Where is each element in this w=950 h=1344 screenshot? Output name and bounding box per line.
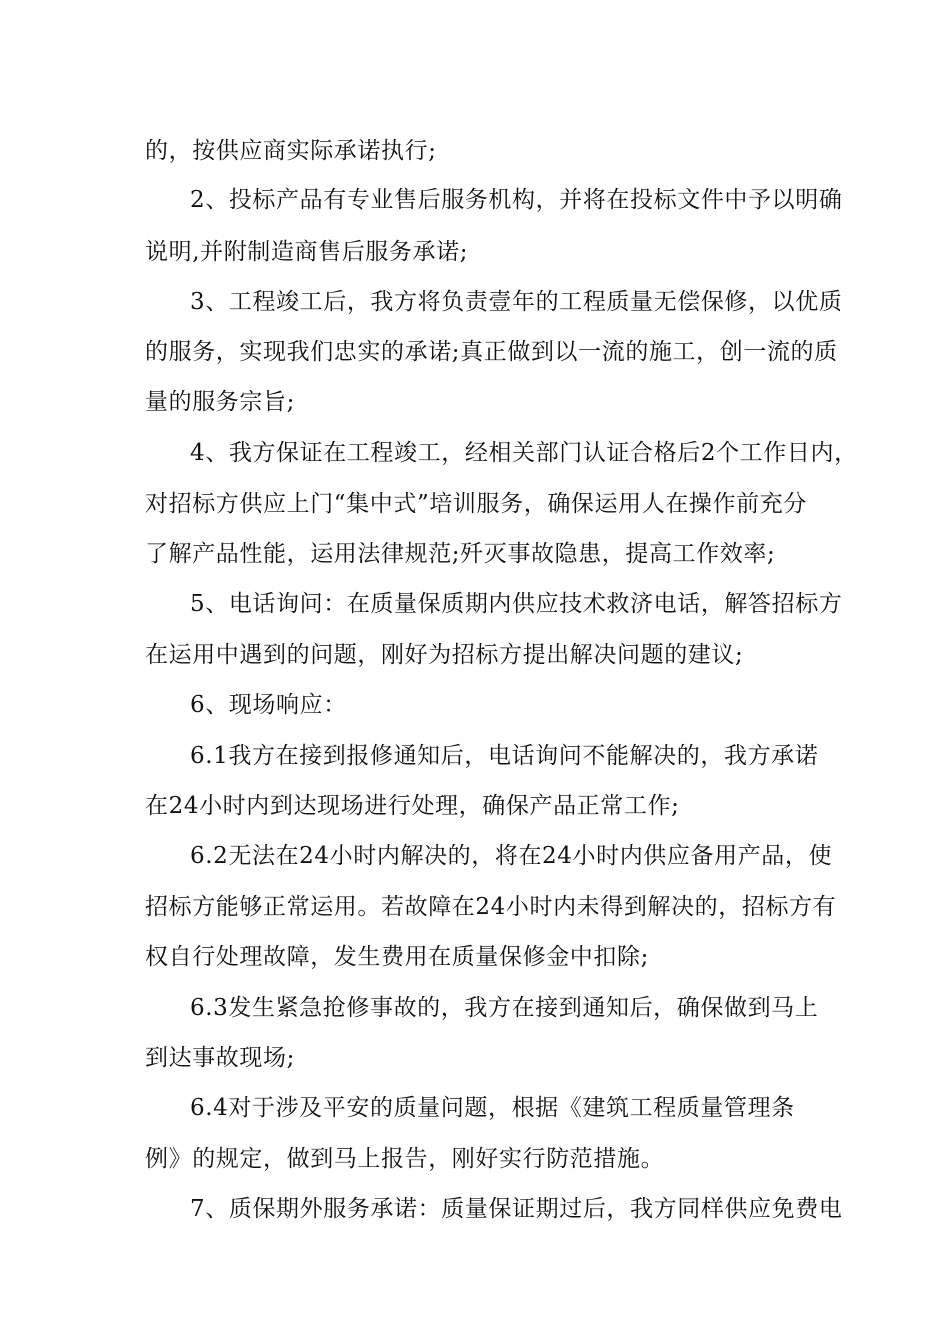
text-line: 说明,并附制造商售后服务承诺; — [145, 239, 469, 265]
text-line: 量的服务宗旨; — [145, 389, 295, 415]
text-line: 6.4对于涉及平安的质量问题，根据《建筑工程质量管理条 — [190, 1095, 795, 1121]
text-line: 2、投标产品有专业售后服务机构，并将在投标文件中予以明确 — [190, 187, 843, 213]
text-line: 了解产品性能，运用法律规范;歼灭事故隐患，提高工作效率; — [145, 541, 776, 567]
text-line: 在24小时内到达现场进行处理，确保产品正常工作; — [145, 793, 680, 819]
text-line: 招标方能够正常运用。若故障在24小时内未得到解决的，招标方有 — [145, 894, 837, 920]
text-line: 6.3发生紧急抢修事故的，我方在接到通知后，确保做到马上 — [190, 995, 819, 1021]
text-line: 6.1我方在接到报修通知后，电话询问不能解决的，我方承诺 — [190, 743, 819, 769]
text-line: 4、我方保证在工程竣工，经相关部门认证合格后2个工作日内， — [190, 440, 858, 466]
text-line: 对招标方供应上门“集中式”培训服务，确保运用人在操作前充分 — [145, 491, 807, 517]
text-line: 的，按供应商实际承诺执行; — [145, 138, 437, 164]
text-line: 6、现场响应： — [190, 692, 347, 718]
text-line: 权自行处理故障，发生费用在质量保修金中扣除; — [145, 944, 649, 970]
text-line: 到达事故现场; — [145, 1045, 295, 1071]
text-line: 在运用中遇到的问题，刚好为招标方提出解决问题的建议; — [145, 642, 744, 668]
text-line: 3、工程竣工后，我方将负责壹年的工程质量无偿保修，以优质 — [190, 289, 843, 315]
text-line: 6.2无法在24小时内解决的，将在24小时内供应备用产品，使 — [190, 843, 833, 869]
text-line: 7、质保期外服务承诺：质量保证期过后，我方同样供应免费电 — [190, 1196, 843, 1222]
text-line: 5、电话询问：在质量保质期内供应技术救济电话，解答招标方 — [190, 591, 843, 617]
text-line: 的服务，实现我们忠实的承诺;真正做到以一流的施工，创一流的质 — [145, 339, 838, 365]
text-line: 例》的规定，做到马上报告，刚好实行防范措施。 — [145, 1146, 665, 1172]
